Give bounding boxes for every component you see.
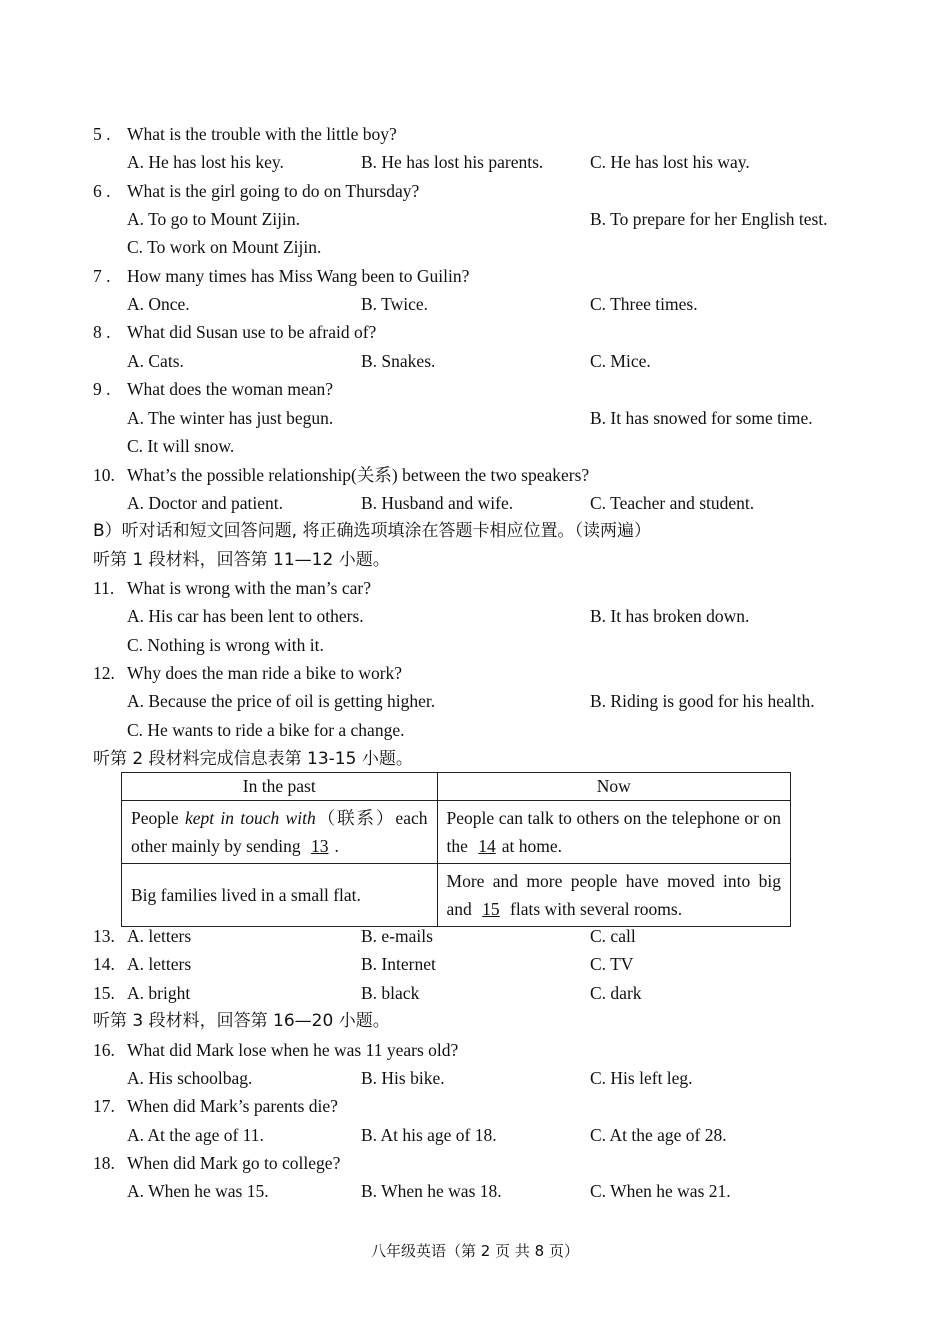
option-b: B. It has snowed for some time.: [590, 408, 813, 428]
option-b: B. When he was 18.: [361, 1181, 502, 1201]
question-text: What is the girl going to do on Thursday?: [127, 181, 420, 201]
page-footer: 八年级英语（第 2 页 共 8 页）: [371, 1242, 579, 1260]
option-a: A. His car has been lent to others.: [127, 606, 364, 626]
question-text: What did Susan use to be afraid of?: [127, 322, 377, 342]
option-b: B. To prepare for her English test.: [590, 209, 828, 229]
option-c: C. At the age of 28.: [590, 1125, 727, 1145]
option-a: A. letters: [127, 954, 192, 974]
question-number: 5 .: [93, 124, 111, 144]
option-a: A. His schoolbag.: [127, 1068, 253, 1088]
cell-now-1: [437, 801, 790, 864]
question-14: [0, 950, 950, 978]
question-15: [0, 979, 950, 1007]
question-17: [0, 1092, 950, 1120]
question-number: 16.: [93, 1040, 115, 1060]
question-text: What did Mark lose when he was 11 years old?: [127, 1040, 459, 1060]
question-12: [0, 659, 950, 687]
options-6: [0, 205, 950, 233]
options-10: [0, 489, 950, 517]
blank-15: 15: [482, 899, 500, 919]
option-c: C. It will snow.: [127, 436, 235, 456]
options-9: [0, 404, 950, 432]
question-text: What’s the possible relationship(关系) between the two speakers?: [127, 465, 590, 485]
option-c: C. To work on Mount Zijin.: [127, 237, 322, 257]
part2-heading: 听第 2 段材料完成信息表第 13-15 小题。: [93, 749, 413, 769]
option-a: A. To go to Mount Zijin.: [127, 209, 300, 229]
section-b-heading-row: [0, 517, 950, 545]
question-8: [0, 318, 950, 346]
option-c: C. Nothing is wrong with it.: [127, 635, 324, 655]
question-text: Why does the man ride a bike to work?: [127, 663, 403, 683]
question-text: When did Mark’s parents die?: [127, 1096, 338, 1116]
question-text: How many times has Miss Wang been to Guilin?: [127, 266, 470, 286]
option-b: B. He has lost his parents.: [361, 152, 544, 172]
question-number: 12.: [93, 663, 115, 683]
cell-text: flats with several rooms.: [505, 899, 683, 919]
options-12: [0, 687, 950, 715]
cell-text: （联系）each other mainly by sending: [131, 808, 428, 856]
cell-text: People: [131, 808, 185, 828]
option-a: A. The winter has just begun.: [127, 408, 334, 428]
question-16: [0, 1036, 950, 1064]
question-number: 10.: [93, 465, 115, 485]
option-a: A. He has lost his key.: [127, 152, 284, 172]
cell-text: .: [334, 836, 339, 856]
option-a: A. Cats.: [127, 351, 184, 371]
option-a: A. When he was 15.: [127, 1181, 269, 1201]
option-a: A. Once.: [127, 294, 190, 314]
cell-now-2: [437, 864, 790, 927]
option-c: C. Three times.: [590, 294, 698, 314]
option-b: B. Riding is good for his health.: [590, 691, 815, 711]
options-12-c: [0, 716, 950, 744]
option-c: C. Mice.: [590, 351, 651, 371]
option-b: B. e-mails: [361, 926, 433, 946]
question-number: 13.: [93, 926, 115, 946]
option-b: B. black: [361, 983, 420, 1003]
option-b: B. His bike.: [361, 1068, 445, 1088]
option-b: B. At his age of 18.: [361, 1125, 497, 1145]
table-row: [122, 801, 791, 864]
cell-text: People can talk to others on the telephone or on the: [446, 808, 781, 856]
question-5: [0, 120, 950, 148]
question-number: 11.: [93, 578, 115, 598]
option-c: C. TV: [590, 954, 634, 974]
col-header-now: Now: [437, 773, 790, 801]
option-c: C. dark: [590, 983, 642, 1003]
option-b: B. Snakes.: [361, 351, 436, 371]
info-table: [121, 772, 791, 927]
question-13: [0, 922, 950, 950]
options-11-c: [0, 631, 950, 659]
option-c: C. When he was 21.: [590, 1181, 731, 1201]
cell-text: at home.: [501, 836, 563, 856]
question-number: 6 .: [93, 181, 111, 201]
options-6-c: [0, 233, 950, 261]
option-c: C. Teacher and student.: [590, 493, 755, 513]
options-7: [0, 290, 950, 318]
question-text: What is wrong with the man’s car?: [127, 578, 371, 598]
options-16: [0, 1064, 950, 1092]
col-header-past: In the past: [122, 773, 438, 801]
question-number: 9 .: [93, 379, 111, 399]
question-text: What is the trouble with the little boy?: [127, 124, 397, 144]
options-9-c: [0, 432, 950, 460]
question-9: [0, 375, 950, 403]
part1-heading: 听第 1 段材料，回答第 11—12 小题。: [93, 550, 390, 570]
option-c: C. call: [590, 926, 636, 946]
question-text: What does the woman mean?: [127, 379, 334, 399]
option-a: A. letters: [127, 926, 192, 946]
question-number: 8 .: [93, 322, 111, 342]
cell-italic-text: kept in touch with: [184, 808, 316, 828]
option-b: B. Twice.: [361, 294, 428, 314]
question-11: [0, 574, 950, 602]
cell-past-2: Big families lived in a small flat.: [122, 864, 438, 927]
question-number: 14.: [93, 954, 115, 974]
question-6: [0, 177, 950, 205]
option-a: A. At the age of 11.: [127, 1125, 264, 1145]
cell-past-1: [122, 801, 438, 864]
question-text: When did Mark go to college?: [127, 1153, 341, 1173]
question-number: 7 .: [93, 266, 111, 286]
question-number: 15.: [93, 983, 115, 1003]
options-17: [0, 1121, 950, 1149]
option-a: A. Doctor and patient.: [127, 493, 283, 513]
blank-14: 14: [478, 836, 496, 856]
options-18: [0, 1177, 950, 1205]
cell-text: More and more people have moved into big and: [446, 871, 781, 919]
option-c: C. His left leg.: [590, 1068, 693, 1088]
option-c: C. He wants to ride a bike for a change.: [127, 720, 405, 740]
option-b: B. Internet: [361, 954, 436, 974]
option-b: B. It has broken down.: [590, 606, 750, 626]
option-a: A. Because the price of oil is getting higher.: [127, 691, 436, 711]
options-5: [0, 148, 950, 176]
part2-heading-row: [0, 745, 950, 773]
part3-heading-row: [0, 1007, 950, 1035]
part1-heading-row: [0, 546, 950, 574]
question-7: [0, 262, 950, 290]
blank-13: 13: [311, 836, 329, 856]
option-b: B. Husband and wife.: [361, 493, 514, 513]
table-row: [122, 864, 791, 927]
question-18: [0, 1149, 950, 1177]
section-b-heading: B）听对话和短文回答问题, 将正确选项填涂在答题卡相应位置。（读两遍）: [93, 521, 651, 541]
options-11: [0, 602, 950, 630]
options-8: [0, 347, 950, 375]
question-number: 18.: [93, 1153, 115, 1173]
part3-heading: 听第 3 段材料，回答第 16—20 小题。: [93, 1011, 390, 1031]
option-c: C. He has lost his way.: [590, 152, 750, 172]
question-10: [0, 461, 950, 489]
table-header-row: [122, 773, 791, 801]
option-a: A. bright: [127, 983, 191, 1003]
question-number: 17.: [93, 1096, 115, 1116]
